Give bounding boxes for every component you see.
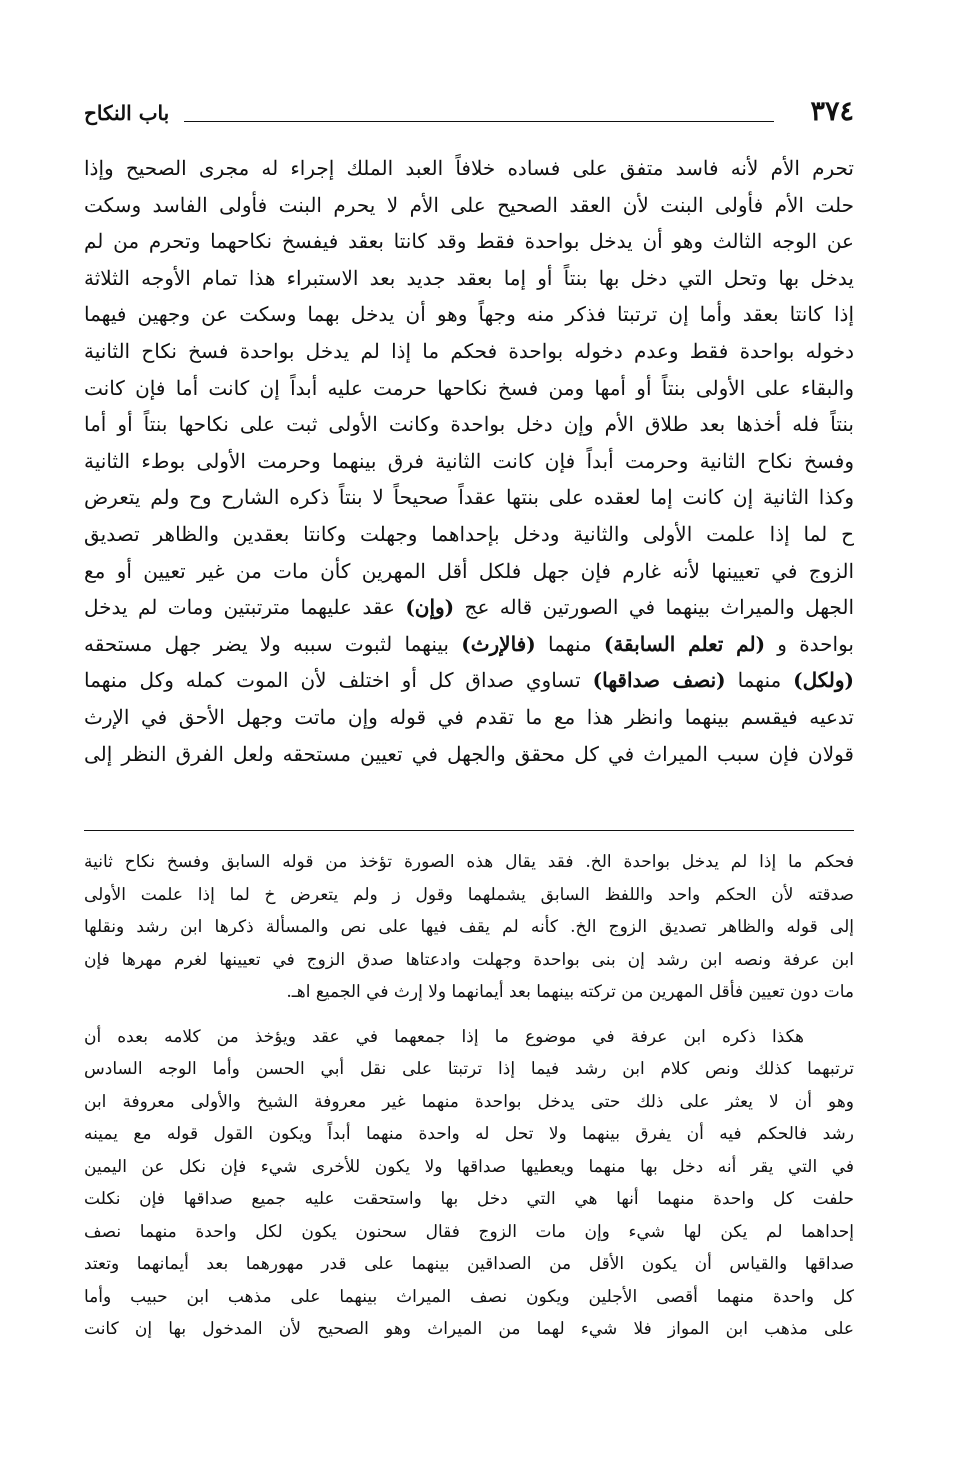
- main-line: وفسخ نكاح الثانية وحرمت أبداً فإن كانت الثانية فرق بينهما وحرمت الأولى بوطء الثانية: [84, 448, 854, 473]
- main-line: وكذا الثانية إن كانت إما لعقده على بنتها عقداً صحيحاً لا بنتاً ذكره الشارح وح ولم يتعرض: [84, 485, 854, 510]
- bold-phrase: (ولكل): [793, 668, 854, 693]
- footnote-line: هكذا ذكره ابن عرفة في موضوع ما إذا جمعهما في عقد ويؤخذ من كلامه بعده أن: [84, 1026, 804, 1047]
- main-line: بنتاً فله أخذها بعد طلاق الأم وإن دخل بواحدة وكانت الأولى ثبت على نكاحها بنتاً أو أما: [84, 412, 854, 437]
- footnote-line: مات دون تعيين فأقل المهرين من تركته بينهما بعد أيمانهما ولا إرث في الجميع اهـ.: [286, 982, 854, 1002]
- footnote-line: صدقته لأن الحكم واحد واللفظ السابق يشملهما وقول ز ولم يتعرض خ لما إذا علمت الأولى: [84, 884, 854, 905]
- bold-phrase: (لم تعلم السابقة): [603, 631, 766, 656]
- main-line: الجهل والميراث بينهما في الصورتين قاله عج (وإن) عقد عليهما مترتبتين ومات لم يدخل: [84, 595, 854, 620]
- footnote-line: كل واحدة منهما أقصى الأجلين ويكون نصف الميراث بينهما على مذهب ابن حبيب وأما: [84, 1286, 854, 1307]
- page-number: ٣٧٤: [810, 96, 854, 127]
- main-line: والبقاء على الأولى بنتاً أو أمها ومن فسخ نكاحها حرمت عليه أبداً إن كانت أما فإن كانت: [84, 375, 854, 400]
- main-line: تدعيه فيقسم بينهما وانظر هذا مع ما تقدم في قوله وإن ماتت وجهل الأحق في الإرث: [84, 704, 854, 729]
- footnotes: [84, 846, 854, 1346]
- page-header: [84, 94, 854, 134]
- main-line: ح لما إذا علمت الأولى والثانية ودخل بإحداهما وجهلت وكانتا بعقدين والظاهر تصديق: [84, 521, 854, 546]
- footnote-line: حلفت كل واحدة منهما أنها هي التي دخل بها واستحقت عليه جميع صداقها فإن نكلت: [84, 1189, 854, 1209]
- footnote-line: صداقها والقياس أن يكون الأقل من الصداقين بينهما على قدر مهورهما بعد أيمانهما وتعتد: [84, 1254, 854, 1274]
- footnote-line: وهو أن لا يعثر على ذلك حتى يدخل بواحدة منهما غير معروفة الشيخ والأولى معروفة ابن: [84, 1091, 854, 1112]
- footnote-separator: [84, 830, 854, 831]
- main-line: (ولكل) منهما (نصف صداقها) تساوي صداق كل أو اختلف لأن الموت كمله وكل منهما: [84, 668, 854, 693]
- main-line: دخوله بواحدة فقط وعدم دخوله بواحدة فحكم ما إذا لم يدخل بواحدة فسخ نكاح الثانية: [84, 338, 854, 363]
- footnote-line: في التي يقر أنه دخل بها منهما ويعطيها صداقها ولا يكون للأخرى شيء فإن نكل عن اليمين: [84, 1156, 854, 1177]
- main-line: تحرم الأم لأنه فاسد متفق على فساده خلافاً العبد الملك إجراء له مجرى الصحيح وإذا: [84, 156, 854, 180]
- bold-phrase: (نصف صداقها): [592, 668, 726, 693]
- paragraph-gap: [84, 1009, 854, 1021]
- main-line: عن الوجه الثالث وهو أن يدخل بواحدة فقط وقد كانتا بعقد فيفسخ نكاحهما وتحرم من لم: [84, 229, 854, 254]
- bold-phrase: (وإن): [405, 595, 455, 620]
- bold-phrase: (فالإرث): [461, 631, 536, 656]
- footnote-line: رشد فالحكم فيه أن يفرق بينهما ولا تحل له واحدة منهما أبداً ويكون القول قوله مع يمينه: [84, 1124, 854, 1144]
- main-line: يدخل بها وتحل التي دخل بها بنتاً أو إما بعقد جديد بعد الاستبراء هذا تمام الأوجه الثلاثة: [84, 265, 854, 290]
- main-line: حلت الأم فأولى البنت لأن العقد الصحيح على الأم لا يحرم البنت فأولى الفاسد وسكت: [84, 192, 854, 217]
- footnote-line: على مذهب ابن المواز فلا شيء لهما من الميراث وهو الصحيح لأن المدخول بها إن كانت: [84, 1319, 854, 1339]
- main-line: بواحدة و (لم تعلم السابقة) منهما (فالإرث) بينهما لثبوت سببه ولا يضر جهل مستحقه: [84, 631, 854, 656]
- footnote-line: إحداهما لم يكن لها شيء وإن مات الزوج فقال سحنون يكون لكل واحدة منهما نصف: [84, 1221, 854, 1242]
- main-line: إذا كانتا بعقد وأما إن ترتبتا فذكر منه وجهاً وهو أن يدخل بهما وسكت عن وجهين فيهما: [84, 302, 854, 327]
- header-rule: [184, 121, 774, 122]
- footnote-line: فحكم ما إذا لم يدخل بواحدة الخ. فقد يقال هذه الصورة تؤخذ من قوله السابق وفسخ نكاح ثانية: [84, 852, 854, 872]
- footnote-line: إلى قوله والظاهر تصديق الزوج الخ. كأنه لم يقف فيها على نص والمسألة ذكرها ابن رشد ونقلها: [84, 917, 854, 937]
- main-line: قولان فإن سبب الميراث في كل محقق والجهل في تعيين مستحقه ولعل الفرق النظر إلى: [84, 741, 854, 766]
- running-title: باب النكاح: [84, 101, 170, 125]
- main-line: الزوج في تعيينها لأنه غارم فإن جهل فلكل أقل المهرين كأن مات من غير تعيين أو مع: [84, 558, 854, 583]
- main-text: [84, 150, 854, 772]
- footnote-line: ترتبهما كذلك ونص كلام ابن رشد فيما إذا ترتبتا على نقل أبي الحسن وأما الوجه السادس: [84, 1059, 854, 1079]
- footnote-line: ابن عرفة ونصه ابن رشد إن بنى بواحدة وجهلت وادعتاها صدق الزوج في تعيينها لغرم مهرها فإن: [84, 949, 854, 970]
